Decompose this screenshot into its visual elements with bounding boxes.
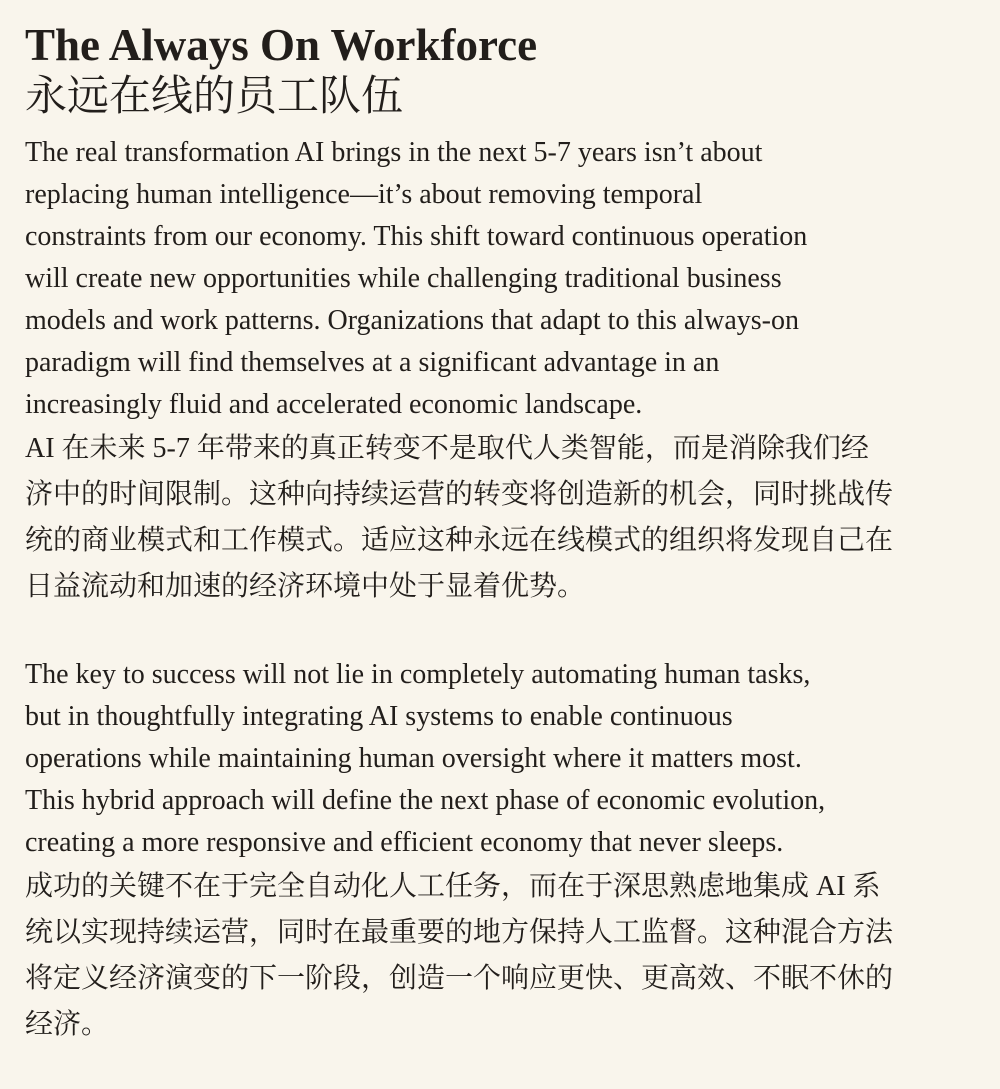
section-spacer <box>25 610 975 654</box>
paragraph-english-2: The key to success will not lie in completely automating human tasks, but in thoughtfully integrating AI systems to enable continuous operations while maintaining human oversight where it matters most. This hybrid approach will define the next phase of economic evolution, creating a more responsive and efficient economy that never sleeps. <box>25 659 826 859</box>
page-title-english: The Always On Workforce <box>25 20 538 70</box>
paragraph-chinese-1: AI 在未来 5-7 年带来的真正转变不是取代人类智能，而是消除我们经 济中的时间限制。这种向持续运营的转变将创造新的机会，同时挑战传 统的商业模式和工作模式。适应这种永远在线模式的组织将发现自己在 日益流动和加速的经济环境中处于显着优势。 <box>25 433 894 603</box>
paragraph-english-1: The real transformation AI brings in the next 5-7 years isn’t about replacing human intelligence—it’s about removing temporal constraints from our economy. This shift toward continuous operation will create new opportunities while challenging traditional business models and work patterns. Organizations that adapt to this always-on paradigm will find themselves at a significant advantage in an increasingly fluid and accelerated economic landscape. <box>25 137 808 421</box>
page-title-chinese: 永远在线的员工队伍 <box>25 74 404 120</box>
paragraph-chinese-2: 成功的关键不在于完全自动化人工任务，而在于深思熟虑地集成 AI 系 统以实现持续运营，同时在最重要的地方保持人工监督。这种混合方法 将定义经济演变的下一阶段，创造一个响应更快、更高效、不眠不休的 经济。 <box>25 871 894 1041</box>
